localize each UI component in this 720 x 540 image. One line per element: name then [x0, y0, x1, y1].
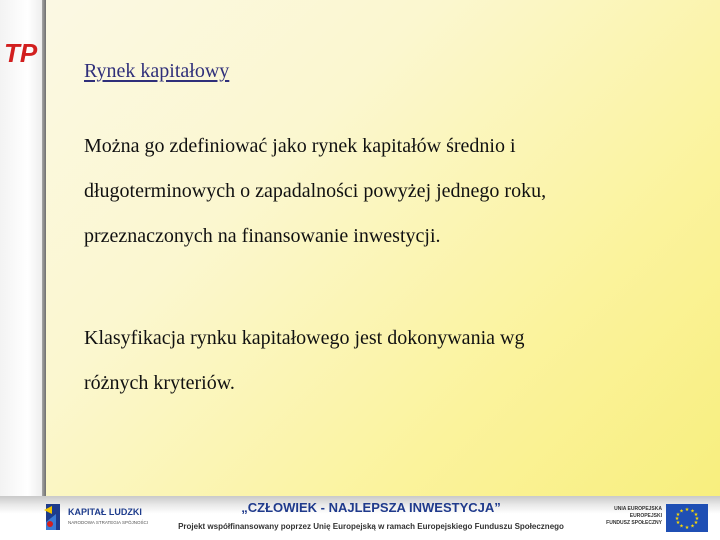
eu-caption-line: UNIA EUROPEJSKA: [614, 506, 662, 512]
svg-text:★: ★: [675, 512, 681, 518]
footer-slogan-block: [166, 500, 576, 536]
tp-logo-text: TP: [4, 38, 38, 68]
footer-banner: [0, 496, 720, 540]
kapital-ludzki-name: KAPITAŁ LUDZKI: [68, 507, 142, 517]
tp-logo: [2, 38, 42, 68]
svg-text:★: ★: [690, 523, 695, 530]
paragraph-line: Klasyfikacja rynku kapitałowego jest dokonywania wg: [84, 327, 525, 349]
kapital-ludzki-emblem-icon: [42, 502, 64, 532]
svg-text:★: ★: [694, 516, 700, 522]
kapital-ludzki-subtitle: NARODOWA STRATEGIA SPÓJNOŚCI: [68, 520, 149, 525]
svg-text:★: ★: [674, 516, 680, 522]
svg-text:★: ★: [679, 508, 684, 515]
paragraph-line: przeznaczonych na finansowanie inwestycji.: [84, 225, 441, 247]
eu-caption-line: EUROPEJSKI: [629, 513, 662, 519]
svg-text:★: ★: [690, 508, 695, 515]
left-sidebar-edge: [42, 0, 46, 496]
svg-text:★: ★: [693, 512, 699, 518]
footer-slogan: „CZŁOWIEK - NAJLEPSZA INWESTYCJA”: [241, 500, 501, 515]
svg-text:★: ★: [684, 507, 690, 513]
eu-caption: [592, 506, 662, 527]
svg-text:★: ★: [693, 520, 699, 526]
left-sidebar-bar: [0, 0, 46, 496]
eu-caption-line: FUNDUSZ SPOŁECZNY: [606, 520, 662, 526]
svg-text:★: ★: [684, 525, 690, 531]
paragraph-line: Można go zdefiniować jako rynek kapitałów średnio i: [84, 135, 516, 157]
paragraph-definition: [84, 124, 684, 259]
paragraph-line: różnych kryteriów.: [84, 372, 235, 394]
paragraph-classification: [84, 316, 684, 406]
slide-title: Rynek kapitałowy: [84, 60, 230, 82]
kapital-ludzki-logo: [42, 500, 162, 536]
footer-cofinance-note: Projekt współfinansowany poprzez Unię Europejską w ramach Europejskiego Funduszu Społecznego: [178, 522, 564, 531]
eu-flag-icon: [666, 504, 708, 532]
svg-text:★: ★: [679, 523, 684, 530]
paragraph-line: długoterminowych o zapadalności powyżej jednego roku,: [84, 180, 547, 202]
svg-text:★: ★: [675, 520, 681, 526]
